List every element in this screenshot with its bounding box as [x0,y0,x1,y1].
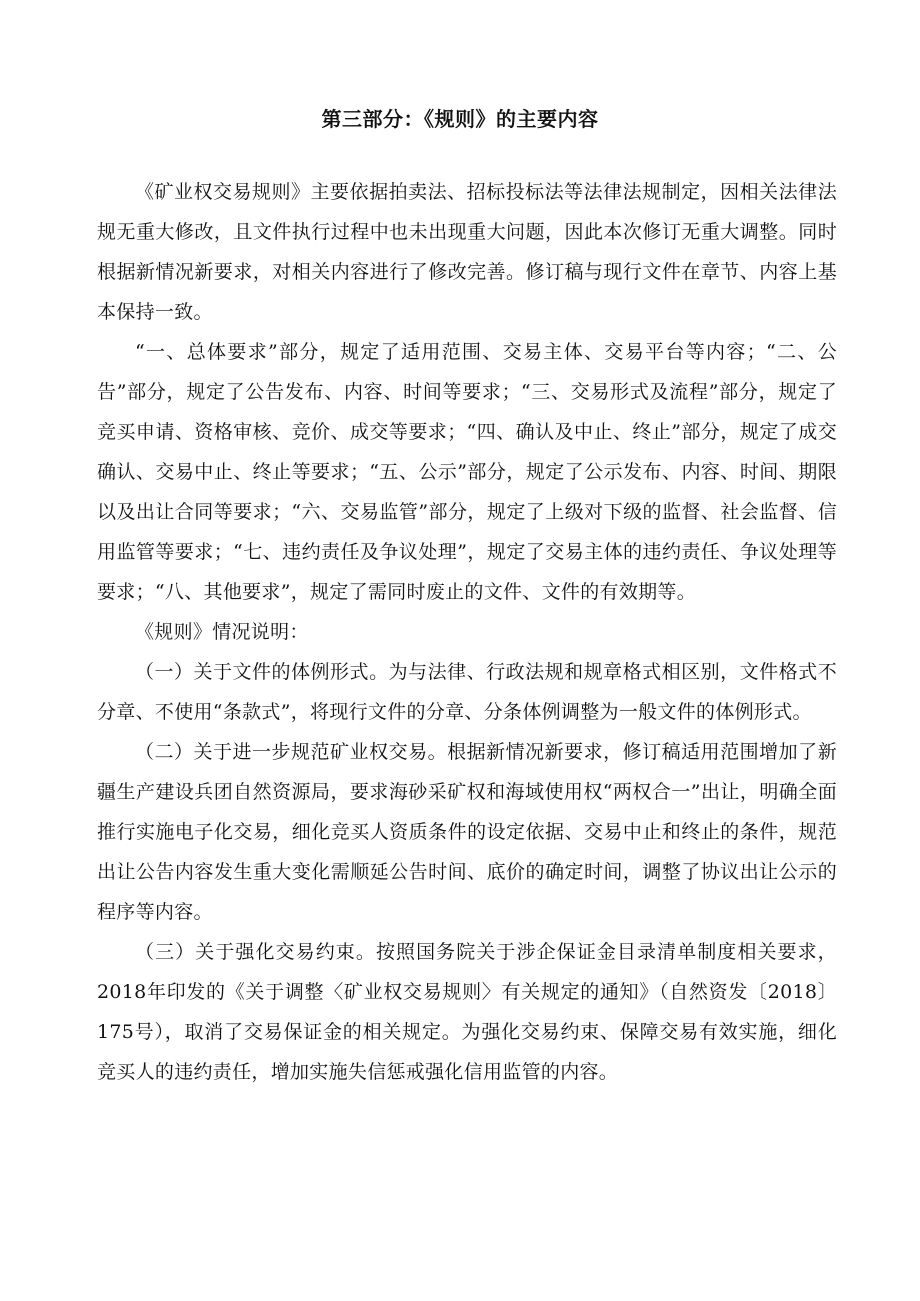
paragraph-item-1: （一）关于文件的体例形式。为与法律、行政法规和规章格式相区别，文件格式不分章、不使用“条款式”，将现行文件的分章、分条体例调整为一般文件的体例形式。 [97,661,837,723]
document-body [97,172,837,1092]
paragraph-intro: 《矿业权交易规则》主要依据拍卖法、招标投标法等法律法规制定，因相关法律法规无重大修改，且文件执行过程中也未出现重大问题，因此本次修订无重大调整。同时根据新情况新要求，对相关内容进行了修改完善。修订稿与现行文件在章节、内容上基本保持一致。 [97,181,837,323]
paragraph-explanation-heading: 《规则》情况说明： [135,621,309,643]
page-title: 第三部分：《规则》的主要内容 [321,107,599,131]
paragraph-item-2: （二）关于进一步规范矿业权交易。根据新情况新要求，修订稿适用范围增加了新疆生产建设兵团自然资源局，要求海砂采矿权和海域使用权“两权合一”出让，明确全面推行实施电子化交易，细化竞买人资质条件的设定依据、交易中止和终止的条件，规范出让公告内容发生重大变化需顺延公告时间、底价的确定时间，调整了协议出让公示的程序等内容。 [97,741,837,923]
paragraph-item-3: （三）关于强化交易约束。按照国务院关于涉企保证金目录清单制度相关要求，2018年印发的《关于调整〈矿业权交易规则〉有关规定的通知》（自然资发〔2018〕175号），取消了交易保证金的相关规定。为强化交易约束、保障交易有效实施，细化竞买人的违约责任，增加实施失信惩戒强化信用监管的内容。 [97,941,837,1083]
paragraph-sections: “一、总体要求”部分，规定了适用范围、交易主体、交易平台等内容；“二、公告”部分，规定了公告发布、内容、时间等要求；“三、交易形式及流程”部分，规定了竞买申请、资格审核、竞价、成交等要求；“四、确认及中止、终止”部分，规定了成交确认、交易中止、终止等要求；“五、公示”部分，规定了公示发布、内容、时间、期限以及出让合同等要求；“六、交易监管”部分，规定了上级对下级的监督、社会监督、信用监管等要求；“七、违约责任及争议处理”，规定了交易主体的违约责任、争议处理等要求；“八、其他要求”，规定了需同时废止的文件、文件的有效期等。 [97,341,837,603]
